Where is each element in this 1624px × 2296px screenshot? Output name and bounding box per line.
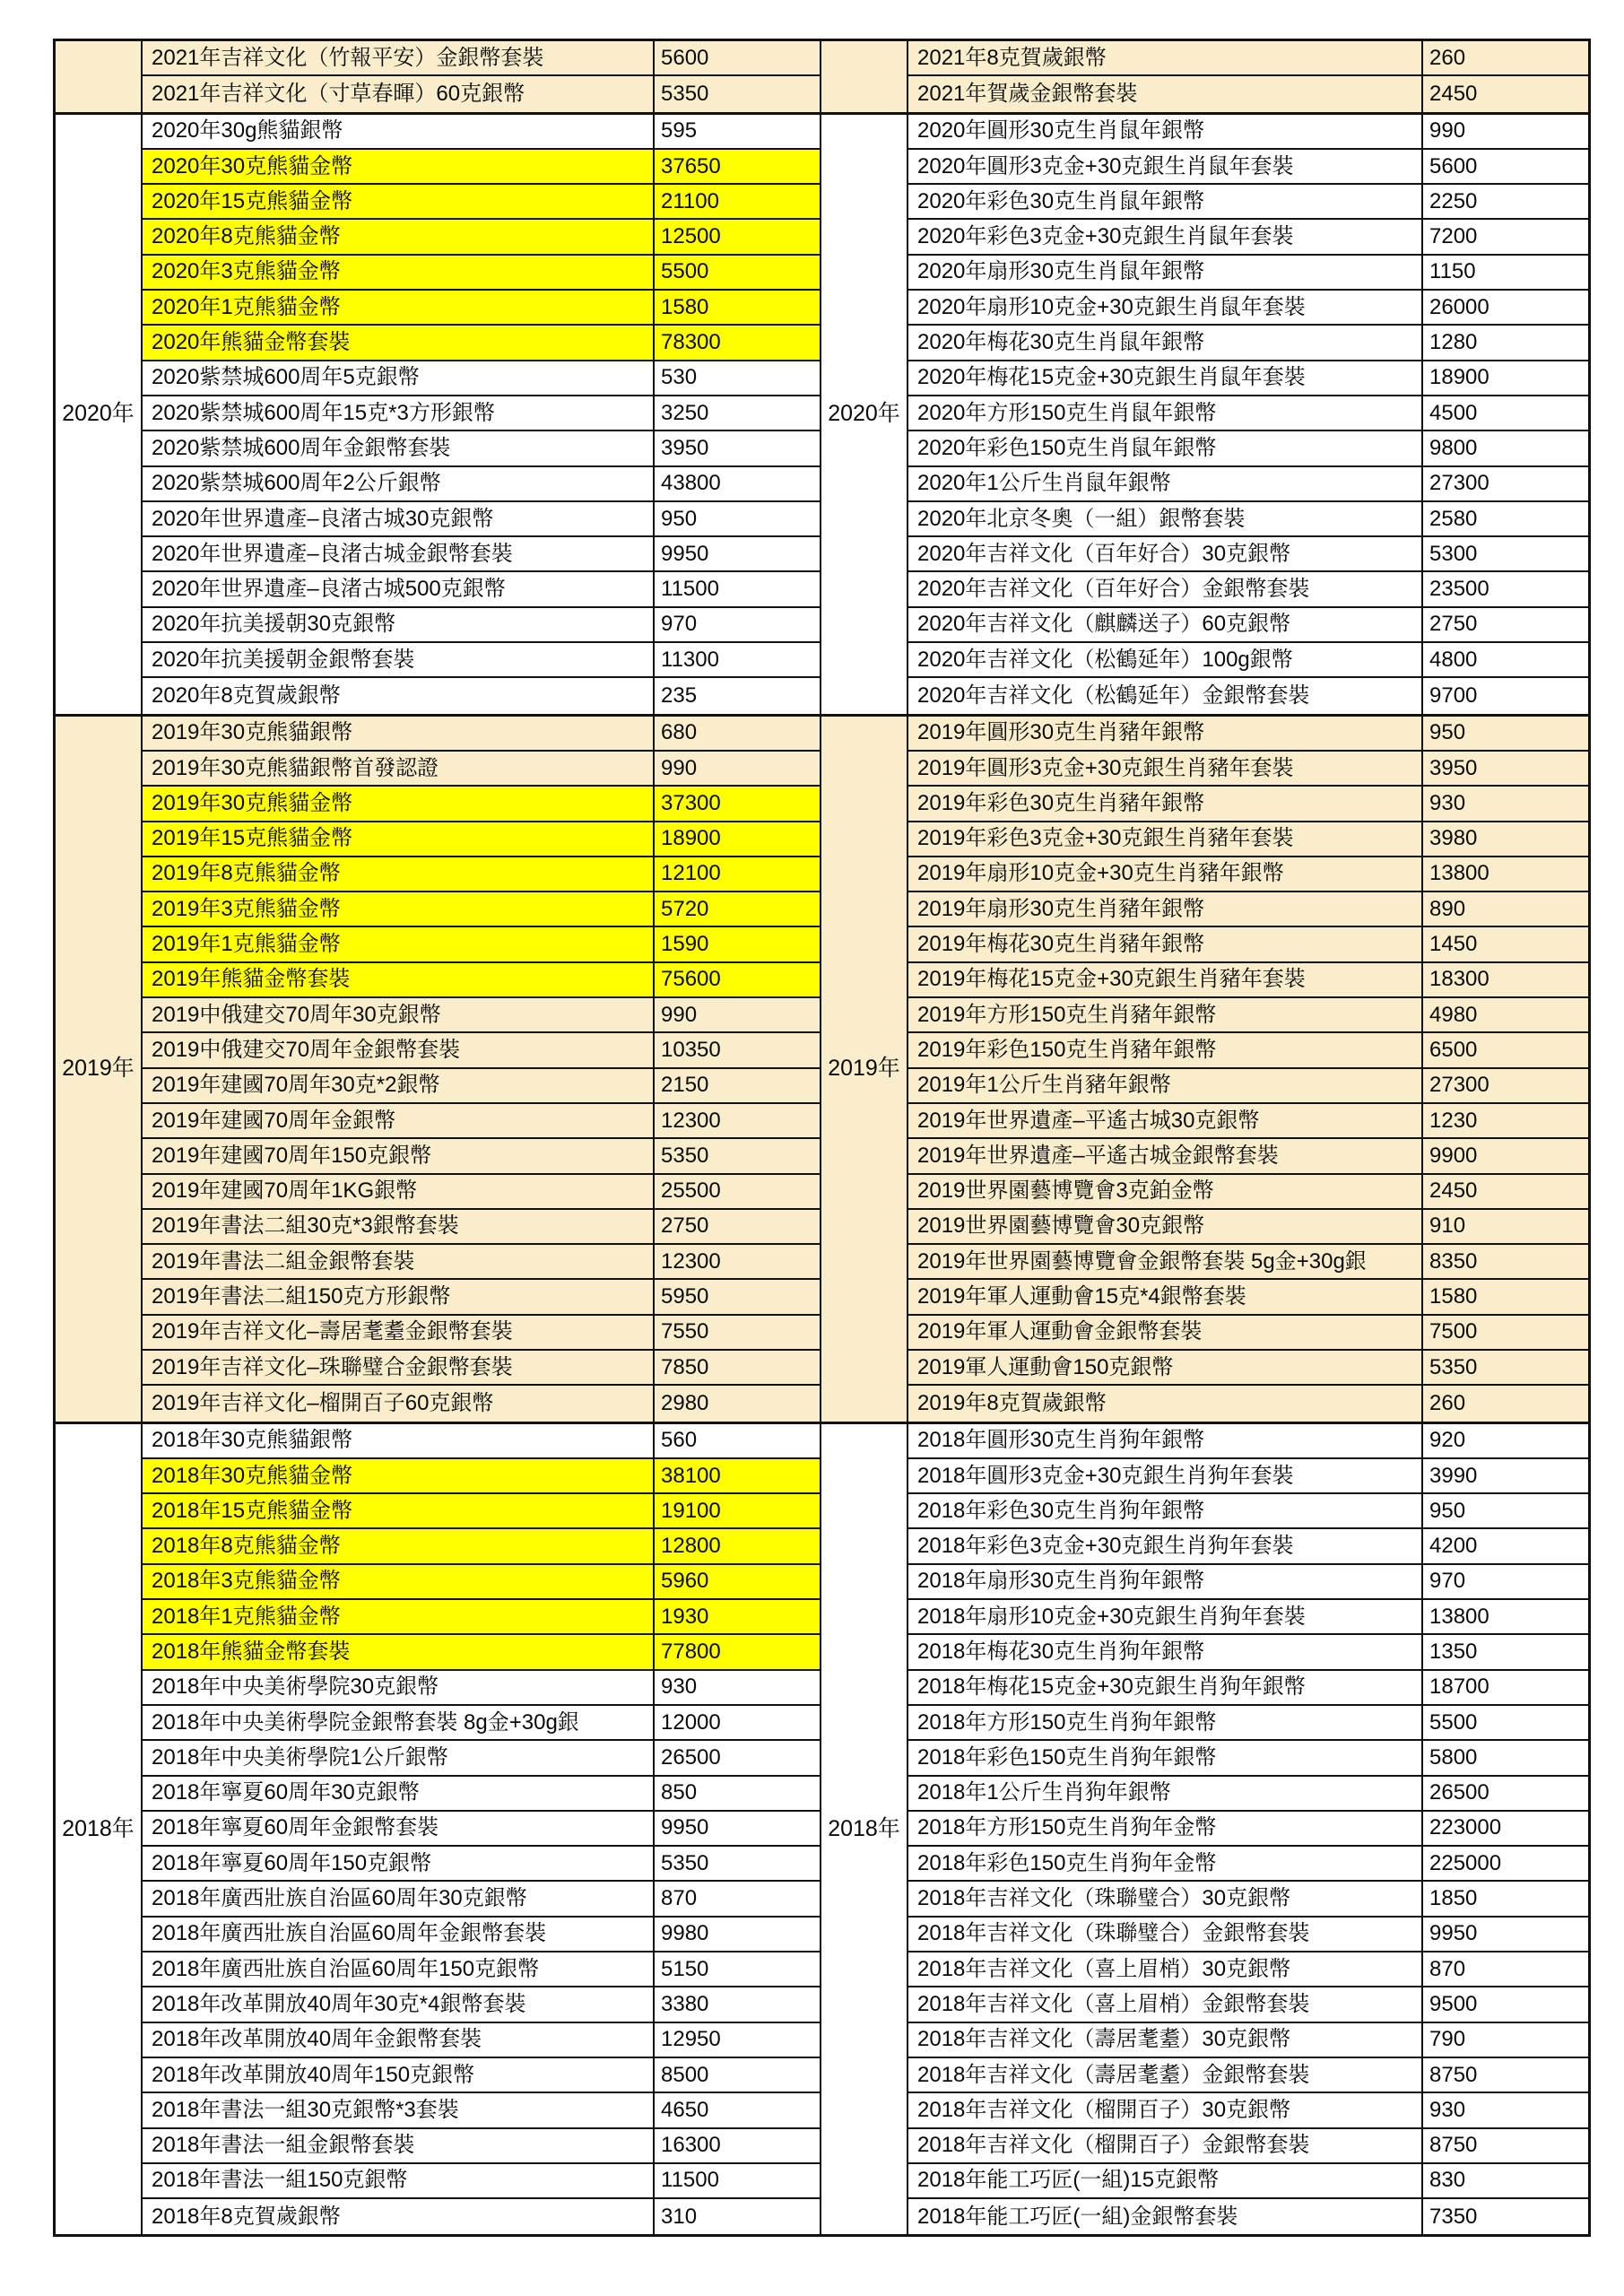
price-cell: 1930 (655, 1600, 821, 1635)
item-name-cell: 2018年8克熊貓金幣 (143, 1529, 655, 1564)
item-name-cell: 2020年30g熊貓銀幣 (143, 115, 655, 150)
price-cell: 9950 (655, 1812, 821, 1847)
price-cell: 990 (1423, 115, 1588, 150)
item-name-cell: 2019年圓形30克生肖豬年銀幣 (908, 717, 1423, 752)
item-name-cell: 2018年能工巧匠(一組)金銀幣套裝 (908, 2199, 1423, 2234)
item-name-cell: 2020紫禁城600周年5克銀幣 (143, 361, 655, 396)
price-cell: 2580 (1423, 502, 1588, 537)
item-name-cell: 2020年吉祥文化（松鶴延年）100g銀幣 (908, 643, 1423, 678)
item-name-cell: 2020年1公斤生肖鼠年銀幣 (908, 467, 1423, 502)
item-name-cell: 2018年彩色150克生肖狗年銀幣 (908, 1741, 1423, 1776)
item-name-cell: 2020年8克賀歲銀幣 (143, 678, 655, 713)
price-cell: 4200 (1423, 1529, 1588, 1564)
price-cell: 990 (655, 998, 821, 1033)
item-name-cell: 2019年扇形30克生肖豬年銀幣 (908, 892, 1423, 927)
item-name-cell: 2018年改革開放40周年150克銀幣 (143, 2058, 655, 2093)
item-name-cell: 2019年軍人運動會15克*4銀幣套裝 (908, 1280, 1423, 1315)
price-cell: 4500 (1423, 396, 1588, 431)
item-name-cell: 2018年改革開放40周年金銀幣套裝 (143, 2023, 655, 2058)
price-cell: 850 (655, 1777, 821, 1812)
price-cell: 27300 (1423, 1069, 1588, 1104)
item-name-cell: 2020紫禁城600周年2公斤銀幣 (143, 467, 655, 502)
price-cell: 37650 (655, 150, 821, 185)
item-name-cell: 2019年梅花15克金+30克銀生肖豬年套裝 (908, 963, 1423, 998)
item-name-cell: 2018年寧夏60周年金銀幣套裝 (143, 1812, 655, 1847)
item-name-cell: 2018年吉祥文化（榴開百子）金銀幣套裝 (908, 2129, 1423, 2164)
price-cell: 5350 (655, 1847, 821, 1882)
price-cell: 990 (655, 752, 821, 787)
price-cell: 11300 (655, 643, 821, 678)
item-name-cell: 2019年方形150克生肖豬年銀幣 (908, 998, 1423, 1033)
item-name-cell: 2020年扇形10克金+30克銀生肖鼠年套裝 (908, 291, 1423, 326)
price-cell: 5600 (655, 41, 821, 76)
price-cell: 310 (655, 2199, 821, 2234)
item-name-cell: 2019年建國70周年150克銀幣 (143, 1139, 655, 1174)
item-name-cell: 2018年吉祥文化（壽居耄耋）30克銀幣 (908, 2023, 1423, 2058)
price-cell: 43800 (655, 467, 821, 502)
item-name-cell: 2018年彩色150克生肖狗年金幣 (908, 1847, 1423, 1882)
item-name-cell: 2018年吉祥文化（珠聯璧合）30克銀幣 (908, 1882, 1423, 1917)
item-name-cell: 2019年書法二組30克*3銀幣套裝 (143, 1210, 655, 1245)
item-name-cell: 2020年梅花30克生肖鼠年銀幣 (908, 326, 1423, 361)
year-cell-right (821, 41, 908, 112)
price-cell: 8500 (655, 2058, 821, 2093)
price-cell: 3980 (1423, 822, 1588, 857)
item-name-cell: 2020年吉祥文化（百年好合）金銀幣套裝 (908, 572, 1423, 607)
item-name-cell: 2018年寧夏60周年30克銀幣 (143, 1777, 655, 1812)
price-cell: 560 (655, 1424, 821, 1459)
price-cell: 11500 (655, 2164, 821, 2199)
year-cell-left: 2020年 (56, 115, 143, 714)
price-cell: 920 (1423, 1424, 1588, 1459)
price-cell: 910 (1423, 1210, 1588, 1245)
price-cell: 930 (1423, 2093, 1588, 2128)
year-cell-left: 2019年 (56, 717, 143, 1422)
item-name-cell: 2020年圓形30克生肖鼠年銀幣 (908, 115, 1423, 150)
price-cell: 1150 (1423, 256, 1588, 291)
price-cell: 225000 (1423, 1847, 1588, 1882)
item-name-cell: 2021年8克賀歲銀幣 (908, 41, 1423, 76)
price-cell: 26500 (1423, 1777, 1588, 1812)
item-name-cell: 2018年能工巧匠(一組)15克銀幣 (908, 2164, 1423, 2199)
item-name-cell: 2019年圓形3克金+30克銀生肖豬年套裝 (908, 752, 1423, 787)
item-name-cell: 2019年8克熊貓金幣 (143, 857, 655, 892)
section-2020 (56, 115, 1588, 717)
price-cell: 12000 (655, 1706, 821, 1741)
item-name-cell: 2020年吉祥文化（麒麟送子）60克銀幣 (908, 608, 1423, 643)
price-cell: 260 (1423, 41, 1588, 76)
item-name-cell: 2018年方形150克生肖狗年金幣 (908, 1812, 1423, 1847)
price-cell: 19100 (655, 1494, 821, 1529)
year-cell-left: 2018年 (56, 1424, 143, 2235)
price-cell: 530 (655, 361, 821, 396)
section-top (56, 41, 1588, 115)
item-name-cell: 2018年書法一組150克銀幣 (143, 2164, 655, 2199)
item-name-cell: 2019年1公斤生肖豬年銀幣 (908, 1069, 1423, 1104)
item-name-cell: 2019年建國70周年1KG銀幣 (143, 1175, 655, 1210)
price-cell: 13800 (1423, 1600, 1588, 1635)
price-cell: 2150 (655, 1069, 821, 1104)
item-name-cell: 2019年世界遺產–平遙古城30克銀幣 (908, 1104, 1423, 1139)
item-name-cell: 2018年彩色3克金+30克銀生肖狗年套裝 (908, 1529, 1423, 1564)
price-cell: 2450 (1423, 76, 1588, 111)
price-cell: 970 (655, 608, 821, 643)
price-cell: 4650 (655, 2093, 821, 2128)
price-cell: 25500 (655, 1175, 821, 1210)
price-cell: 5350 (655, 1139, 821, 1174)
price-cell: 680 (655, 717, 821, 752)
price-cell: 77800 (655, 1635, 821, 1670)
price-cell: 5150 (655, 1952, 821, 1987)
price-cell: 18900 (655, 822, 821, 857)
item-name-cell: 2019世界園藝博覽會30克銀幣 (908, 1210, 1423, 1245)
price-cell: 930 (1423, 787, 1588, 822)
item-name-cell: 2018年書法一組金銀幣套裝 (143, 2129, 655, 2164)
item-name-cell: 2018年廣西壯族自治區60周年金銀幣套裝 (143, 1918, 655, 1952)
price-cell: 4980 (1423, 998, 1588, 1033)
price-cell: 12100 (655, 857, 821, 892)
item-name-cell: 2018年3克熊貓金幣 (143, 1565, 655, 1600)
price-cell: 223000 (1423, 1812, 1588, 1847)
section-2018 (56, 1424, 1588, 2235)
year-cell-left (56, 41, 143, 112)
item-name-cell: 2018年改革開放40周年30克*4銀幣套裝 (143, 1987, 655, 2022)
price-cell: 260 (1423, 1386, 1588, 1421)
price-cell: 950 (1423, 717, 1588, 752)
price-cell: 16300 (655, 2129, 821, 2164)
item-name-cell: 2020年彩色3克金+30克銀生肖鼠年套裝 (908, 220, 1423, 255)
price-cell: 78300 (655, 326, 821, 361)
price-cell: 75600 (655, 963, 821, 998)
price-cell: 7550 (655, 1316, 821, 1351)
price-cell: 2450 (1423, 1175, 1588, 1210)
price-cell: 1350 (1423, 1635, 1588, 1670)
item-name-cell: 2021年賀歲金銀幣套裝 (908, 76, 1423, 111)
price-cell: 830 (1423, 2164, 1588, 2199)
price-cell: 5350 (1423, 1351, 1588, 1386)
price-cell: 12950 (655, 2023, 821, 2058)
price-cell: 8750 (1423, 2129, 1588, 2164)
item-name-cell: 2019年彩色150克生肖豬年銀幣 (908, 1033, 1423, 1068)
section-2019 (56, 717, 1588, 1424)
item-name-cell: 2020年北京冬奧（一組）銀幣套裝 (908, 502, 1423, 537)
price-cell: 11500 (655, 572, 821, 607)
item-name-cell: 2018年書法一組30克銀幣*3套裝 (143, 2093, 655, 2128)
item-name-cell: 2018年吉祥文化（壽居耄耋）金銀幣套裝 (908, 2058, 1423, 2093)
price-cell: 2980 (655, 1386, 821, 1421)
item-name-cell: 2020年1克熊貓金幣 (143, 291, 655, 326)
price-cell: 3950 (1423, 752, 1588, 787)
item-name-cell: 2018年30克熊貓銀幣 (143, 1424, 655, 1459)
item-name-cell: 2020年世界遺產–良渚古城金銀幣套裝 (143, 537, 655, 572)
price-cell: 1580 (655, 291, 821, 326)
price-cell: 9950 (1423, 1918, 1588, 1952)
item-name-cell: 2020年方形150克生肖鼠年銀幣 (908, 396, 1423, 431)
price-cell: 1450 (1423, 927, 1588, 962)
price-cell: 9950 (655, 537, 821, 572)
item-name-cell: 2018年廣西壯族自治區60周年150克銀幣 (143, 1952, 655, 1987)
item-name-cell: 2020年世界遺產–良渚古城500克銀幣 (143, 572, 655, 607)
item-name-cell: 2018年方形150克生肖狗年銀幣 (908, 1706, 1423, 1741)
price-cell: 5950 (655, 1280, 821, 1315)
price-cell: 1230 (1423, 1104, 1588, 1139)
item-name-cell: 2019年彩色30克生肖豬年銀幣 (908, 787, 1423, 822)
price-cell: 7500 (1423, 1316, 1588, 1351)
item-name-cell: 2018年廣西壯族自治區60周年30克銀幣 (143, 1882, 655, 1917)
item-name-cell: 2019年扇形10克金+30克生肖豬年銀幣 (908, 857, 1423, 892)
price-cell: 5350 (655, 76, 821, 111)
price-cell: 5600 (1423, 150, 1588, 185)
price-cell: 1280 (1423, 326, 1588, 361)
item-name-cell: 2020年吉祥文化（百年好合）30克銀幣 (908, 537, 1423, 572)
item-name-cell: 2019年3克熊貓金幣 (143, 892, 655, 927)
item-name-cell: 2018年梅花30克生肖狗年銀幣 (908, 1635, 1423, 1670)
price-cell: 1590 (655, 927, 821, 962)
item-name-cell: 2019年30克熊貓銀幣首發認證 (143, 752, 655, 787)
item-name-cell: 2019年8克賀歲銀幣 (908, 1386, 1423, 1421)
price-cell: 5500 (1423, 1706, 1588, 1741)
item-name-cell: 2020年扇形30克生肖鼠年銀幣 (908, 256, 1423, 291)
item-name-cell: 2018年1公斤生肖狗年銀幣 (908, 1777, 1423, 1812)
price-cell: 26000 (1423, 291, 1588, 326)
item-name-cell: 2021年吉祥文化（寸草春暉）60克銀幣 (143, 76, 655, 111)
item-name-cell: 2019年書法二組150克方形銀幣 (143, 1280, 655, 1315)
item-name-cell: 2020年吉祥文化（松鶴延年）金銀幣套裝 (908, 678, 1423, 713)
price-cell: 930 (655, 1671, 821, 1706)
item-name-cell: 2020年熊貓金幣套裝 (143, 326, 655, 361)
item-name-cell: 2020年彩色150克生肖鼠年銀幣 (908, 431, 1423, 466)
item-name-cell: 2020年抗美援朝30克銀幣 (143, 608, 655, 643)
item-name-cell: 2018年中央美術學院30克銀幣 (143, 1671, 655, 1706)
item-name-cell: 2018年中央美術學院金銀幣套裝 8g金+30g銀 (143, 1706, 655, 1741)
item-name-cell: 2018年30克熊貓金幣 (143, 1459, 655, 1494)
price-cell: 7850 (655, 1351, 821, 1386)
item-name-cell: 2019年建國70周年30克*2銀幣 (143, 1069, 655, 1104)
item-name-cell: 2019年彩色3克金+30克銀生肖豬年套裝 (908, 822, 1423, 857)
item-name-cell: 2018年圓形30克生肖狗年銀幣 (908, 1424, 1423, 1459)
item-name-cell: 2020年8克熊貓金幣 (143, 220, 655, 255)
item-name-cell: 2020年梅花15克金+30克銀生肖鼠年套裝 (908, 361, 1423, 396)
item-name-cell: 2018年彩色30克生肖狗年銀幣 (908, 1494, 1423, 1529)
price-cell: 9800 (1423, 431, 1588, 466)
price-cell: 5720 (655, 892, 821, 927)
item-name-cell: 2018年扇形30克生肖狗年銀幣 (908, 1565, 1423, 1600)
item-name-cell: 2019中俄建交70周年30克銀幣 (143, 998, 655, 1033)
price-cell: 18300 (1423, 963, 1588, 998)
item-name-cell: 2019年15克熊貓金幣 (143, 822, 655, 857)
price-cell: 12300 (655, 1245, 821, 1280)
item-name-cell: 2018年吉祥文化（喜上眉梢）30克銀幣 (908, 1952, 1423, 1987)
item-name-cell: 2020年彩色30克生肖鼠年銀幣 (908, 185, 1423, 220)
price-cell: 5800 (1423, 1741, 1588, 1776)
item-name-cell: 2019中俄建交70周年金銀幣套裝 (143, 1033, 655, 1068)
price-cell: 790 (1423, 2023, 1588, 2058)
price-cell: 8350 (1423, 1245, 1588, 1280)
price-cell: 2750 (1423, 608, 1588, 643)
item-name-cell: 2019年軍人運動會金銀幣套裝 (908, 1316, 1423, 1351)
year-cell-right: 2020年 (821, 115, 908, 714)
item-name-cell: 2019年世界遺產–平遙古城金銀幣套裝 (908, 1139, 1423, 1174)
price-cell: 12500 (655, 220, 821, 255)
item-name-cell: 2019年建國70周年金銀幣 (143, 1104, 655, 1139)
price-cell: 37300 (655, 787, 821, 822)
price-cell: 9980 (655, 1918, 821, 1952)
item-name-cell: 2019年30克熊貓銀幣 (143, 717, 655, 752)
price-cell: 950 (655, 502, 821, 537)
item-name-cell: 2019年梅花30克生肖豬年銀幣 (908, 927, 1423, 962)
price-cell: 235 (655, 678, 821, 713)
item-name-cell: 2018年扇形10克金+30克銀生肖狗年套裝 (908, 1600, 1423, 1635)
price-cell: 7200 (1423, 220, 1588, 255)
price-cell: 7350 (1423, 2199, 1588, 2234)
price-cell: 38100 (655, 1459, 821, 1494)
price-cell: 3250 (655, 396, 821, 431)
price-cell: 3380 (655, 1987, 821, 2022)
item-name-cell: 2019年1克熊貓金幣 (143, 927, 655, 962)
price-cell: 1580 (1423, 1280, 1588, 1315)
price-cell: 5960 (655, 1565, 821, 1600)
price-cell: 870 (1423, 1952, 1588, 1987)
price-cell: 4800 (1423, 643, 1588, 678)
item-name-cell: 2020年圓形3克金+30克銀生肖鼠年套裝 (908, 150, 1423, 185)
item-name-cell: 2018年寧夏60周年150克銀幣 (143, 1847, 655, 1882)
price-cell: 2750 (655, 1210, 821, 1245)
item-name-cell: 2021年吉祥文化（竹報平安）金銀幣套裝 (143, 41, 655, 76)
price-cell: 9900 (1423, 1139, 1588, 1174)
price-cell: 9500 (1423, 1987, 1588, 2022)
item-name-cell: 2020年15克熊貓金幣 (143, 185, 655, 220)
item-name-cell: 2019年吉祥文化–壽居耄耋金銀幣套裝 (143, 1316, 655, 1351)
item-name-cell: 2018年熊貓金幣套裝 (143, 1635, 655, 1670)
year-cell-right: 2018年 (821, 1424, 908, 2235)
price-cell: 8750 (1423, 2058, 1588, 2093)
item-name-cell: 2020紫禁城600周年金銀幣套裝 (143, 431, 655, 466)
item-name-cell: 2018年圓形3克金+30克銀生肖狗年套裝 (908, 1459, 1423, 1494)
price-cell: 23500 (1423, 572, 1588, 607)
item-name-cell: 2019軍人運動會150克銀幣 (908, 1351, 1423, 1386)
item-name-cell: 2018年中央美術學院1公斤銀幣 (143, 1741, 655, 1776)
item-name-cell: 2018年吉祥文化（珠聯璧合）金銀幣套裝 (908, 1918, 1423, 1952)
item-name-cell: 2019世界園藝博覽會3克鉑金幣 (908, 1175, 1423, 1210)
item-name-cell: 2018年8克賀歲銀幣 (143, 2199, 655, 2234)
item-name-cell: 2019年書法二組金銀幣套裝 (143, 1245, 655, 1280)
price-cell: 890 (1423, 892, 1588, 927)
item-name-cell: 2019年熊貓金幣套裝 (143, 963, 655, 998)
item-name-cell: 2019年世界園藝博覽會金銀幣套裝 5g金+30g銀 (908, 1245, 1423, 1280)
item-name-cell: 2020年抗美援朝金銀幣套裝 (143, 643, 655, 678)
item-name-cell: 2019年吉祥文化–榴開百子60克銀幣 (143, 1386, 655, 1421)
price-cell: 21100 (655, 185, 821, 220)
item-name-cell: 2018年15克熊貓金幣 (143, 1494, 655, 1529)
price-cell: 3990 (1423, 1459, 1588, 1494)
price-cell: 950 (1423, 1494, 1588, 1529)
price-cell: 3950 (655, 431, 821, 466)
price-cell: 12300 (655, 1104, 821, 1139)
price-cell: 6500 (1423, 1033, 1588, 1068)
price-cell: 26500 (655, 1741, 821, 1776)
item-name-cell: 2020年30克熊貓金幣 (143, 150, 655, 185)
item-name-cell: 2018年吉祥文化（榴開百子）30克銀幣 (908, 2093, 1423, 2128)
item-name-cell: 2018年梅花15克金+30克銀生肖狗年銀幣 (908, 1671, 1423, 1706)
price-cell: 970 (1423, 1565, 1588, 1600)
price-cell: 9700 (1423, 678, 1588, 713)
price-cell: 27300 (1423, 467, 1588, 502)
price-cell: 870 (655, 1882, 821, 1917)
item-name-cell: 2018年吉祥文化（喜上眉梢）金銀幣套裝 (908, 1987, 1423, 2022)
price-cell: 18900 (1423, 361, 1588, 396)
price-table (53, 39, 1591, 2237)
item-name-cell: 2018年1克熊貓金幣 (143, 1600, 655, 1635)
year-cell-right: 2019年 (821, 717, 908, 1422)
price-cell: 18700 (1423, 1671, 1588, 1706)
price-cell: 5300 (1423, 537, 1588, 572)
price-cell: 1850 (1423, 1882, 1588, 1917)
item-name-cell: 2020年3克熊貓金幣 (143, 256, 655, 291)
item-name-cell: 2020紫禁城600周年15克*3方形銀幣 (143, 396, 655, 431)
price-cell: 2250 (1423, 185, 1588, 220)
price-cell: 10350 (655, 1033, 821, 1068)
item-name-cell: 2020年世界遺產–良渚古城30克銀幣 (143, 502, 655, 537)
price-cell: 12800 (655, 1529, 821, 1564)
item-name-cell: 2019年30克熊貓金幣 (143, 787, 655, 822)
price-cell: 5500 (655, 256, 821, 291)
price-cell: 13800 (1423, 857, 1588, 892)
item-name-cell: 2019年吉祥文化–珠聯璧合金銀幣套裝 (143, 1351, 655, 1386)
price-cell: 595 (655, 115, 821, 150)
